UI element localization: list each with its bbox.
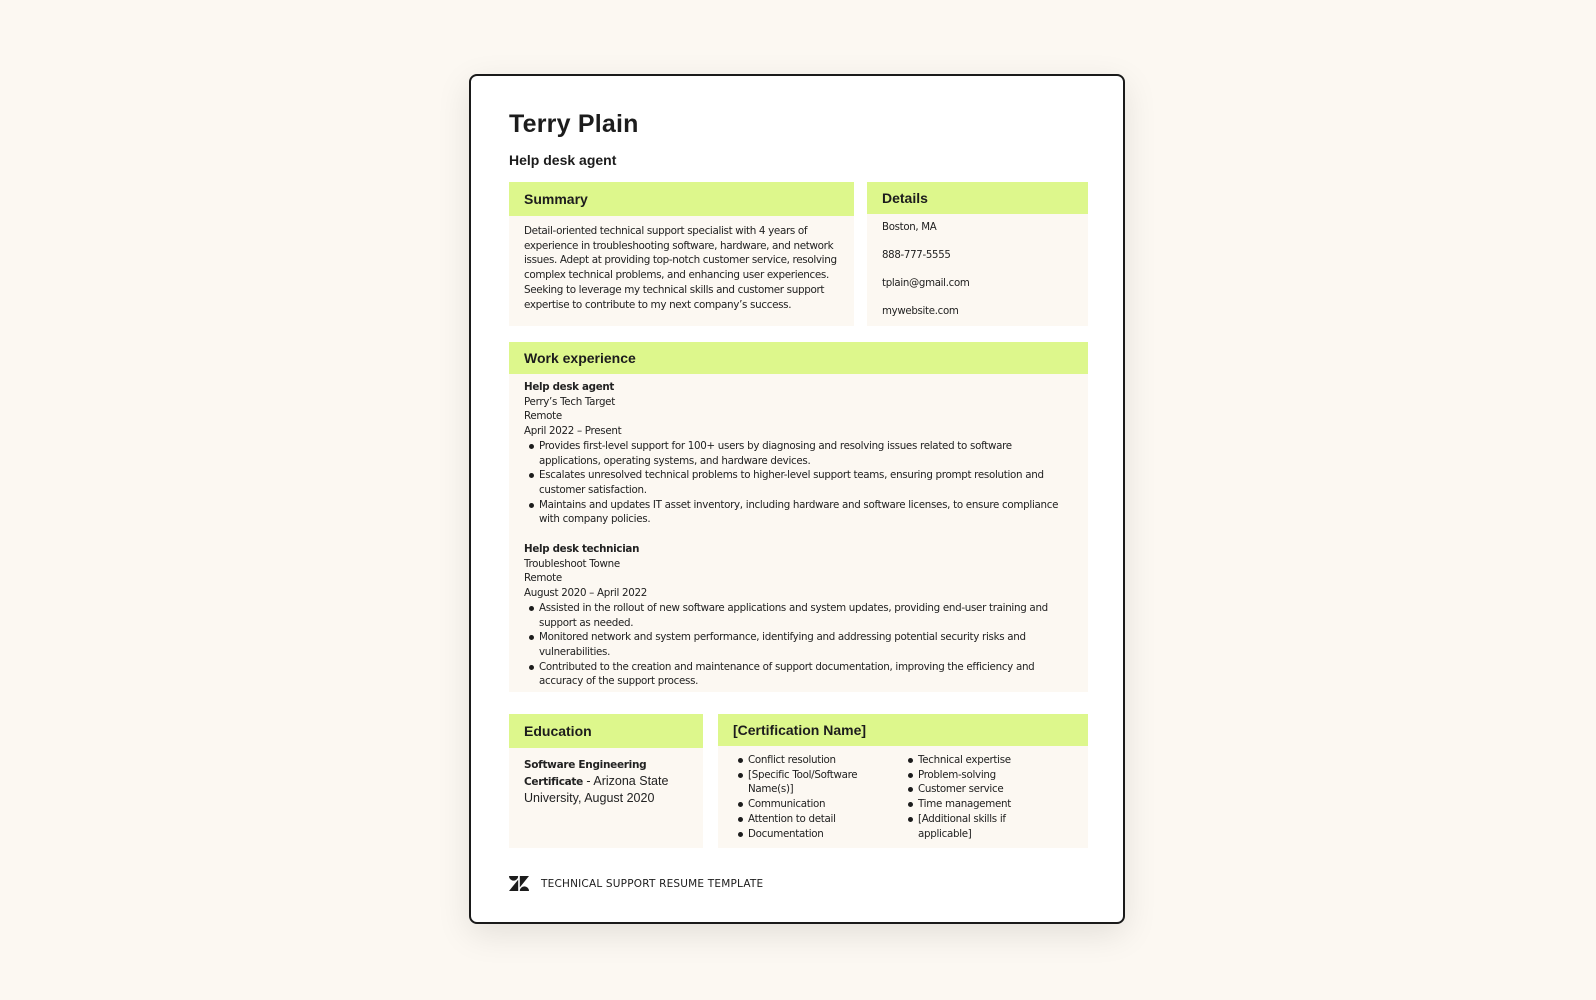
zendesk-logo-icon	[509, 876, 529, 891]
skills-columns	[718, 746, 1088, 841]
certification-section	[718, 714, 1088, 848]
job-dates: August 2020 – April 2022	[524, 587, 648, 600]
job-bullet: Escalates unresolved technical problems to higher-level support teams, ensuring prompt resolution and customer satisfaction.	[539, 468, 1073, 497]
education-section	[509, 714, 703, 848]
details-heading: Details	[867, 182, 1088, 214]
details-section	[867, 182, 1088, 326]
job-bullet: Maintains and updates IT asset inventory, including hardware and software licenses, to ensure compliance with company policies.	[539, 498, 1073, 527]
job-bullet: Assisted in the rollout of new software applications and system updates, providing end-user training and support as needed.	[539, 601, 1073, 630]
details-location: Boston, MA	[882, 222, 937, 233]
job-entry	[524, 542, 1073, 689]
certification-heading: [Certification Name]	[718, 714, 1088, 746]
job-bullet: Contributed to the creation and maintenance of support documentation, improving the efficiency and accuracy of the support process.	[539, 660, 1073, 689]
education-heading: Education	[509, 714, 703, 748]
summary-text: Detail-oriented technical support specialist with 4 years of experience in troubleshooting software, hardware, and network issues. Adept at providing top-notch customer service, resolving complex technical problems, and enhancing user experiences. Seeking to leverage my technical skills and customer support expertise to contribute to my next company’s success.	[524, 225, 837, 311]
summary-section	[509, 182, 854, 326]
job-bullet: Provides first-level support for 100+ users by diagnosing and resolving issues related to software applications, operating systems, and hardware devices.	[539, 439, 1073, 468]
details-email: tplain@gmail.com	[882, 278, 970, 289]
skills-column-2	[918, 753, 1088, 841]
work-experience-heading: Work experience	[509, 342, 1088, 374]
details-phone: 888-777-5555	[882, 250, 951, 261]
education-institution: - Arizona State University, August 2020	[524, 774, 669, 805]
job-entry	[524, 380, 1073, 527]
skill-item: [Additional skills if applicable]	[918, 812, 1030, 841]
skill-item: Conflict resolution	[748, 753, 860, 768]
skill-item: Technical expertise	[918, 753, 1030, 768]
skill-item: Time management	[918, 797, 1030, 812]
details-list	[867, 220, 1088, 326]
job-title: Help desk technician	[524, 543, 640, 556]
education-degree: Software Engineering Certificate	[524, 759, 647, 788]
job-location: Remote	[524, 572, 562, 585]
job-bullets	[524, 439, 1073, 527]
job-company: Troubleshoot Towne	[524, 557, 620, 570]
education-body	[524, 756, 688, 806]
skill-item: Attention to detail	[748, 812, 860, 827]
job-location: Remote	[524, 410, 562, 423]
work-experience-body	[509, 374, 1088, 689]
job-company: Perry’s Tech Target	[524, 395, 615, 408]
job-dates: April 2022 – Present	[524, 425, 622, 438]
job-title: Help desk agent	[524, 381, 615, 393]
job-bullets	[524, 601, 1073, 689]
summary-heading: Summary	[509, 182, 854, 216]
resume-card	[469, 74, 1125, 924]
skill-item: Communication	[748, 797, 860, 812]
job-bullet: Monitored network and system performance, identifying and addressing potential security risks and vulnerabilities.	[539, 630, 1073, 659]
skill-item: Documentation	[748, 827, 860, 842]
skill-item: Customer service	[918, 782, 1030, 797]
skills-column-1	[748, 753, 918, 841]
skill-item: [Specific Tool/Software Name(s)]	[748, 768, 860, 797]
footer-label: TECHNICAL SUPPORT RESUME TEMPLATE	[541, 877, 764, 890]
resume-name: Terry Plain	[509, 110, 639, 138]
work-experience-section	[509, 342, 1088, 692]
template-footer	[509, 876, 763, 891]
skill-item: Problem-solving	[918, 768, 1030, 783]
details-website: mywebsite.com	[882, 306, 959, 317]
resume-job-title: Help desk agent	[509, 152, 617, 168]
